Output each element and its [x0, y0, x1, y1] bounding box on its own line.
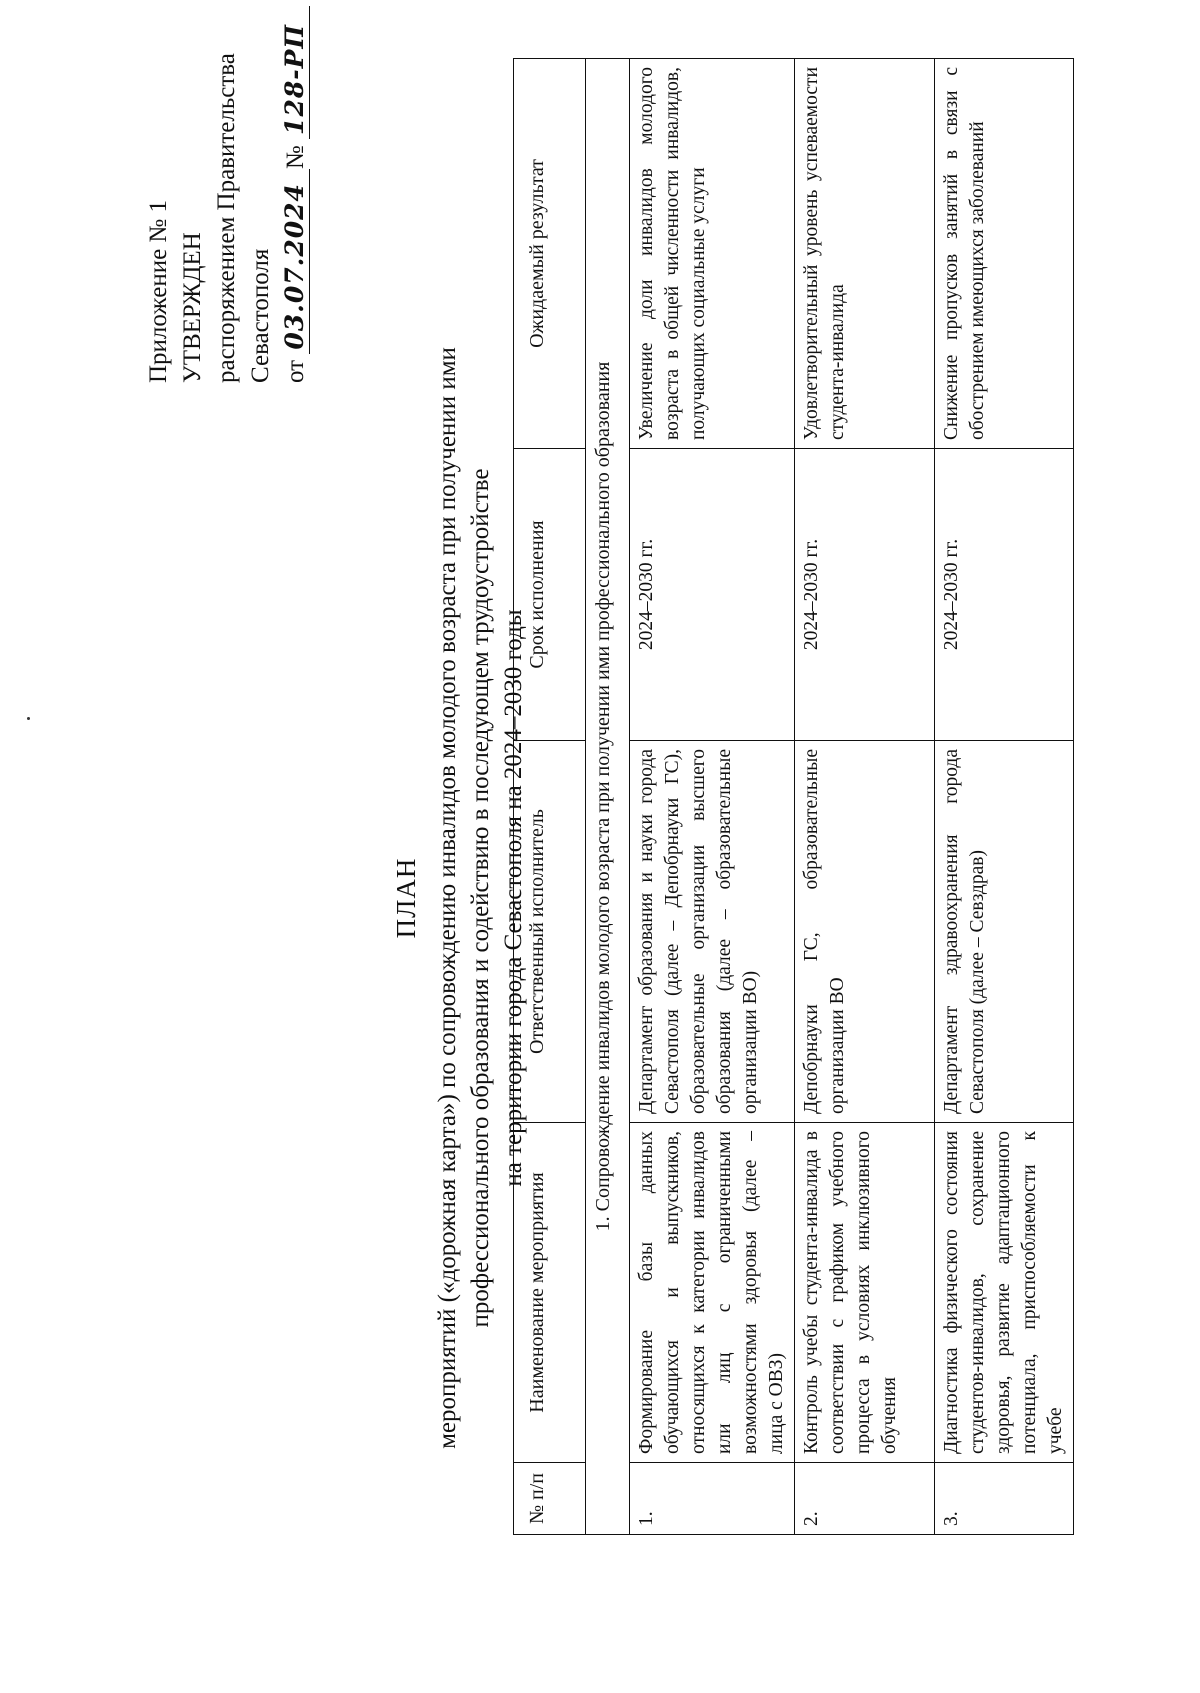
approved-label: УТВЕРЖДЕН — [179, 232, 206, 383]
row-deadline: 2024–2030 гг. — [935, 449, 1074, 741]
row-num: 1. — [630, 1463, 795, 1535]
header-deadline: Срок исполнения — [514, 449, 586, 741]
number-label: № — [282, 145, 309, 170]
table-row — [630, 59, 795, 1535]
title-plan: ПЛАН — [391, 857, 421, 939]
row-num: 3. — [935, 1463, 1074, 1535]
table-header-row — [514, 59, 586, 1535]
row-result: Удовлетворительный уровень успеваемости студента-инвалида — [795, 59, 935, 449]
title-line-2: профессионального образования и содействию в последующем трудоустройстве — [467, 468, 494, 1328]
title-line-1: мероприятий («дорожная карта») по сопровождению инвалидов молодого возраста при получении ими — [434, 347, 461, 1449]
row-result: Снижение пропусков занятий в связи с обострением имеющихся заболеваний — [935, 59, 1074, 449]
handwritten-number: 128-РП — [280, 6, 310, 139]
row-responsible: Департамент образования и науки города Севастополя (далее – Депобрнауки ГС), образовательные организации высшего образования (далее – образовательные организации ВО) — [630, 741, 795, 1123]
row-deadline: 2024–2030 гг. — [795, 449, 935, 741]
from-label: от — [282, 359, 309, 383]
approved-by-city: Севастополя — [247, 248, 274, 383]
row-responsible: Департамент здравоохранения города Севастополя (далее – Севздрав) — [935, 741, 1074, 1123]
row-name: Контроль учебы студента-инвалида в соответствии с графиком учебного процесса в условиях инклюзивного обучения — [795, 1123, 935, 1463]
approved-by-line: распоряжением Правительства — [213, 53, 240, 383]
section-title: 1. Сопровождение инвалидов молодого возраста при получении ими профессионального образования — [586, 59, 630, 1535]
document-title — [390, 213, 530, 1583]
row-name: Диагностика физического состояния студентов-инвалидов, сохранение здоровья, развитие адаптационного потенциала, приспособляемости к учебе — [935, 1123, 1074, 1463]
scan-speck — [27, 717, 30, 720]
handwritten-date: 03.07.2024 — [280, 169, 310, 354]
header-result: Ожидаемый результат — [514, 59, 586, 449]
section-row — [586, 59, 630, 1535]
row-num: 2. — [795, 1463, 935, 1535]
plan-table — [513, 58, 1074, 1535]
table-row — [935, 59, 1074, 1535]
approval-stamp-block — [142, 23, 313, 383]
header-name: Наименование мероприятия — [514, 1123, 586, 1463]
approval-date-line — [278, 23, 313, 383]
row-responsible: Депобрнауки ГС, образовательные организации ВО — [795, 741, 935, 1123]
row-deadline: 2024–2030 гг. — [630, 449, 795, 741]
appendix-number: Приложение № 1 — [145, 199, 172, 383]
row-name: Формирование базы данных обучающихся и выпускников, относящихся к категории инвалидов или лиц с ограниченными возможностями здоровья (далее – лица с ОВЗ) — [630, 1123, 795, 1463]
table-row — [795, 59, 935, 1535]
row-result: Увеличение доли инвалидов молодого возраста в общей численности инвалидов, получающих социальные услуги — [630, 59, 795, 449]
header-responsible: Ответственный исполнитель — [514, 741, 586, 1123]
header-num: № п/п — [514, 1463, 586, 1535]
title-line-3: на территории города Севастополя на 2024–2030 годы — [500, 609, 527, 1187]
